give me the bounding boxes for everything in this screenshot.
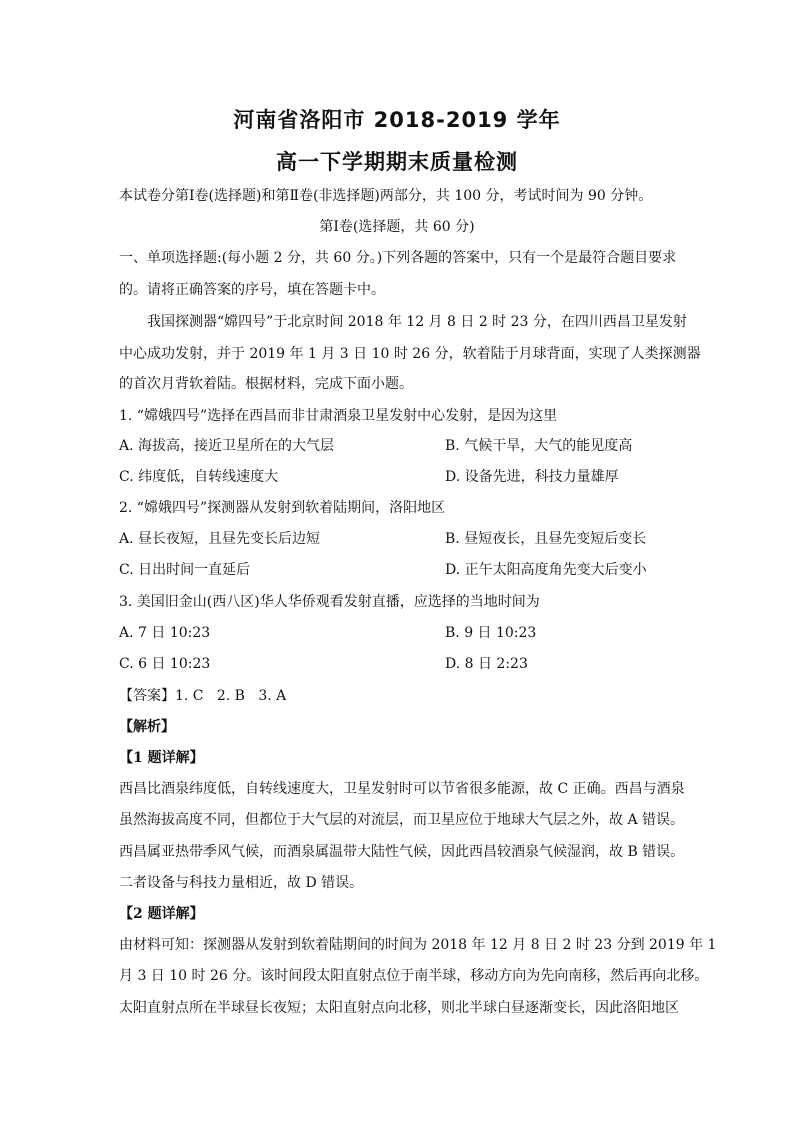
question-2-option-d: D. 正午太阳高度角先变大后变小 (445, 562, 647, 578)
question-1-stem: 1. “嫦娥四号”选择在西昌而非甘肃酒泉卫星发射中心发射，是因为这里 (119, 408, 558, 424)
detail-2-line: 太阳直射点所在半球昼长夜短；太阳直射点向北移，则北半球白昼逐渐变长，因此洛阳地区 (119, 1000, 679, 1016)
instructions-line: 一、单项选择题:(每小题 2 分，共 60 分。)下列各题的答案中，只有一个是最符合题目要求 (119, 250, 677, 266)
question-3-option-b: B. 9 日 10:23 (445, 625, 537, 641)
material-line: 中心成功发射，并于 2019 年 1 月 3 日 10 时 26 分，软着陆于月球背面，实现了人类探测器 (119, 346, 701, 362)
question-1-option-d: D. 设备先进，科技力量雄厚 (445, 469, 619, 485)
question-3-option-d: D. 8 日 2:23 (445, 656, 528, 672)
question-1-option-b: B. 气候干旱，大气的能见度高 (445, 438, 633, 454)
detail-1-line: 二者设备与科技力量相近，故 D 错误。 (119, 875, 364, 891)
instructions-line: 的。请将正确答案的序号，填在答题卡中。 (119, 282, 385, 298)
document-subtitle: 高一下学期期末质量检测 (276, 150, 518, 174)
detail-2-label: 【2 题详解】 (119, 906, 204, 922)
detail-1-label: 【1 题详解】 (119, 750, 204, 766)
answer-line: 【答案】1. C 2. B 3. A (119, 688, 287, 704)
material-line: 我国探测器“嫦四号”于北京时间 2018 年 12 月 8 日 2 时 23 分，在四川西昌卫星发射 (147, 314, 687, 330)
question-2-option-b: B. 昼短夜长，且昼先变短后变长 (445, 531, 647, 547)
detail-1-line: 西昌比酒泉纬度低，自转线速度大，卫星发射时可以节省很多能源，故 C 正确。西昌与酒泉 (119, 781, 685, 797)
document-title: 河南省洛阳市 2018-2019 学年 (233, 108, 561, 132)
question-3-stem: 3. 美国旧金山(西八区)华人华侨观看发射直播，应选择的当地时间为 (119, 594, 540, 610)
question-2-option-a: A. 昼长夜短，且昼先变长后边短 (119, 531, 321, 547)
question-3-option-c: C. 6 日 10:23 (119, 656, 211, 672)
detail-2-line: 由材料可知：探测器从发射到软着陆期间的时间为 2018 年 12 月 8 日 2 时 23 分到 2019 年 1 (119, 937, 717, 953)
analysis-label: 【解析】 (119, 719, 175, 735)
material-line: 的首次月背软着陆。根据材料，完成下面小题。 (119, 376, 413, 392)
question-2-option-c: C. 日出时间一直延后 (119, 562, 251, 578)
detail-2-line: 月 3 日 10 时 26 分。该时间段太阳直射点位于南半球，移动方向为先向南移，然后再向北移。 (119, 968, 709, 984)
exam-intro: 本试卷分第Ⅰ卷(选择题)和第Ⅱ卷(非选择题)两部分，共 100 分，考试时间为 90 分钟。 (119, 188, 653, 204)
section-title: 第Ⅰ卷(选择题，共 60 分) (319, 219, 475, 235)
question-3-option-a: A. 7 日 10:23 (119, 625, 211, 641)
detail-1-line: 西昌属亚热带季风气候，而酒泉属温带大陆性气候，因此西昌较酒泉气候湿润，故 B 错误。 (119, 844, 685, 860)
detail-1-line: 虽然海拔高度不同，但都位于大气层的对流层，而卫星应位于地球大气层之外，故 A 错误。 (119, 812, 685, 828)
question-1-option-a: A. 海拔高，接近卫星所在的大气层 (119, 438, 335, 454)
question-2-stem: 2. “嫦娥四号”探测器从发射到软着陆期间，洛阳地区 (119, 500, 446, 516)
question-1-option-c: C. 纬度低，自转线速度大 (119, 469, 279, 485)
